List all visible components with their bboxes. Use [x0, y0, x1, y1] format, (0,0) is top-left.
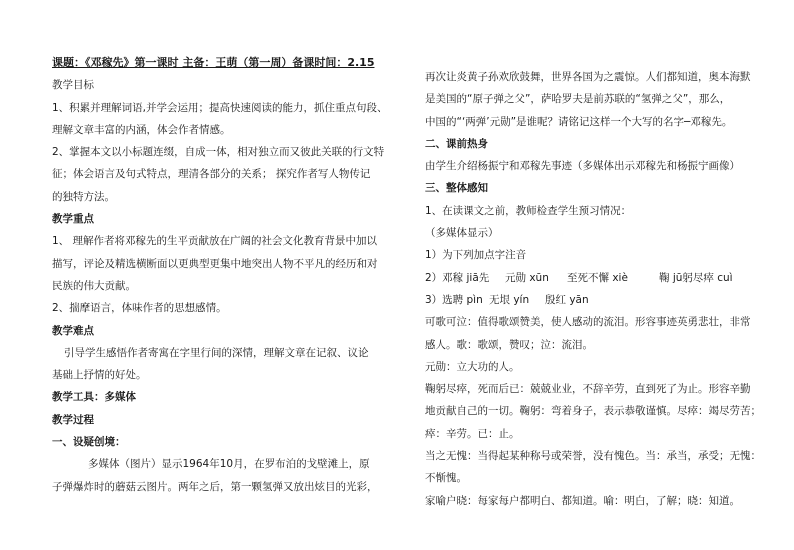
multimedia-note: （多媒体显示） — [425, 227, 499, 240]
definition-4-line-2: 不惭愧。 — [425, 472, 467, 485]
objectives-heading: 教学目标 — [52, 79, 94, 92]
pinyin-item: 元勋 xūn — [505, 271, 549, 284]
objective-2-line-3: 的独特方法。 — [52, 190, 115, 203]
objective-1-line-2: 理解文章丰富的内涵，体会作者情感。 — [52, 123, 231, 136]
intro-line-1: 多媒体（图片）显示1964年10月，在罗布泊的戈壁滩上，原 — [88, 458, 370, 471]
definition-3-line-3: 瘁：辛劳。已：止。 — [425, 427, 520, 440]
definition-5: 家喻户晓：每家每户都明白、都知道。喻：明白，了解；晓：知道。 — [425, 494, 740, 507]
teaching-tools: 教学工具：多媒体 — [52, 391, 136, 404]
intro-line-3: 再次让炎黄子孙欢欣鼓舞，世界各国为之震惊。人们都知道，奥本海默 — [425, 71, 751, 83]
pinyin-item: 3）选聘 pìn — [425, 293, 483, 306]
process-heading: 教学过程 — [52, 413, 94, 426]
warmup-text: 由学生介绍杨振宁和邓稼先事迹（多媒体出示邓稼先和杨振宁画像） — [425, 160, 740, 173]
pinyin-item: 殷红 yān — [545, 293, 589, 306]
overall-heading: 三、整体感知 — [425, 182, 488, 195]
key-point-2: 2、揣摩语言，体味作者的思想感情。 — [52, 302, 227, 315]
pinyin-item: 至死不懈 xiè — [567, 271, 628, 284]
intro-line-4: 是美国的“原子弹之父”，萨哈罗夫是前苏联的“氢弹之父”，那么， — [425, 93, 731, 106]
preview-check: 1、在读课文之前，教师检查学生预习情况： — [425, 204, 632, 217]
pinyin-item: 2）邓稼 jiā先 — [425, 271, 490, 284]
key-points-heading: 教学重点 — [52, 213, 94, 226]
objective-2-line-1: 2、掌握本文以小标题连缀，自成一体，相对独立而又彼此关联的行文特 — [52, 146, 385, 159]
intro-line-5: 中国的“‘两弹’元勋”是谁呢？请铭记这样一个大写的名字─邓稼先。 — [425, 115, 733, 128]
objective-1-line-1: 1、积累并理解词语,并学会运用；提高快速阅读的能力，抓住重点句段、 — [52, 101, 388, 114]
intro-line-2: 子弹爆炸时的蘑菇云图片。两年之后，第一颗氢弹又放出炫目的光彩， — [52, 480, 378, 493]
intro-heading: 一、设疑创境： — [52, 436, 126, 449]
definition-3-line-1: 鞠躬尽瘁，死而后已：兢兢业业，不辞辛劳，直到死了为止。形容辛勤 — [425, 383, 751, 396]
lesson-title: 课题：《邓稼先》第一课时 主备：王萌（第一周）备课时间：2.15 — [52, 56, 375, 69]
pinyin-task: 1）为下列加点字注音 — [425, 249, 527, 262]
pinyin-item: 无垠 yín — [489, 293, 530, 306]
warmup-heading: 二、课前热身 — [425, 137, 488, 150]
difficulty-line-2: 基础上抒情的好处。 — [52, 369, 147, 382]
key-point-1-line-2: 描写，评论及精选横断面以更典型更集中地突出人物不平凡的经历和对 — [52, 257, 378, 270]
objective-2-line-2: 征；体会语言及句式特点，理清各部分的关系； 探究作者写人物传记 — [52, 168, 371, 181]
definition-4-line-1: 当之无愧：当得起某种称号或荣誉，没有愧色。当：承当，承受；无愧： — [425, 450, 761, 463]
pinyin-row-3 — [425, 289, 770, 311]
pinyin-row-2 — [425, 267, 770, 289]
key-point-1-line-3: 民族的伟大贡献。 — [52, 279, 136, 292]
difficulty-line-1: 引导学生感悟作者寄寓在字里行间的深情，理解文章在记叙、议论 — [64, 346, 369, 359]
definition-1-line-1: 可歌可泣：值得歌颂赞美，使人感动的流泪。形容事迹英勇悲壮，非常 — [425, 316, 751, 329]
left-column — [52, 52, 388, 498]
difficulty-heading: 教学难点 — [52, 324, 94, 337]
right-column — [425, 66, 770, 512]
definition-2: 元勋：立大功的人。 — [425, 360, 520, 373]
definition-1-line-2: 感人。歌：歌颂，赞叹；泣：流泪。 — [425, 338, 593, 351]
pinyin-item: 鞠 jū躬尽瘁 cuì — [659, 271, 733, 284]
key-point-1-line-1: 1、 理解作者将邓稼先的生平贡献放在广阔的社会文化教育背景中加以 — [52, 235, 378, 248]
definition-3-line-2: 地贡献自己的一切。鞠躬：弯着身子，表示恭敬谨慎。尽瘁：竭尽劳苦； — [425, 405, 761, 418]
